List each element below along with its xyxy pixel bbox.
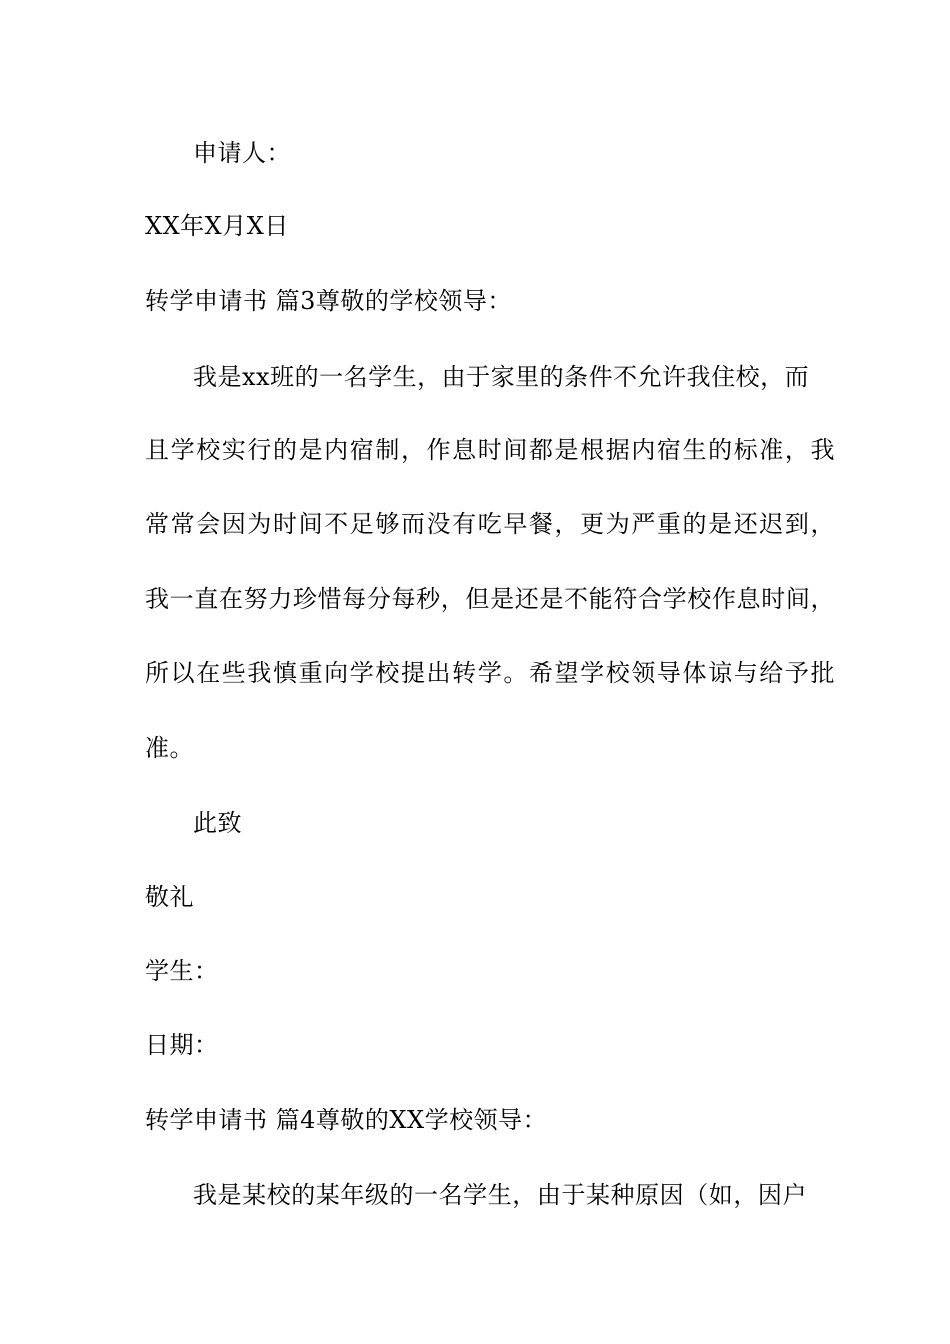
letter3-salute: 敬礼 — [145, 883, 194, 911]
letter3-heading: 转学申请书 篇3尊敬的学校领导： — [145, 287, 512, 315]
letter4-body-line-1: 我是某校的某年级的一名学生，由于某种原因（如，因户 — [193, 1181, 807, 1209]
letter3-body-line-1: 我是xx班的一名学生，由于家里的条件不允许我住校，而 — [193, 363, 810, 391]
letter3-body-line-4: 我一直在努力珍惜每分每秒，但是还是不能符合学校作息时间， — [145, 585, 835, 613]
applicant-label: 申请人： — [193, 139, 291, 167]
letter3-body-line-6: 准。 — [145, 734, 194, 762]
letter3-body-line-3: 常常会因为时间不足够而没有吃早餐，更为严重的是还迟到， — [145, 510, 835, 538]
letter3-date-label: 日期： — [145, 1031, 219, 1059]
date-line: XX年X月X日 — [145, 212, 289, 240]
letter3-student-label: 学生： — [145, 957, 219, 985]
letter4-heading: 转学申请书 篇4尊敬的XX学校领导： — [145, 1106, 548, 1134]
letter3-closing: 此致 — [193, 809, 242, 837]
letter3-body-line-5: 所以在些我慎重向学校提出转学。希望学校领导体谅与给予批 — [145, 659, 835, 687]
letter3-body-line-2: 且学校实行的是内宿制，作息时间都是根据内宿生的标准，我 — [145, 436, 835, 464]
